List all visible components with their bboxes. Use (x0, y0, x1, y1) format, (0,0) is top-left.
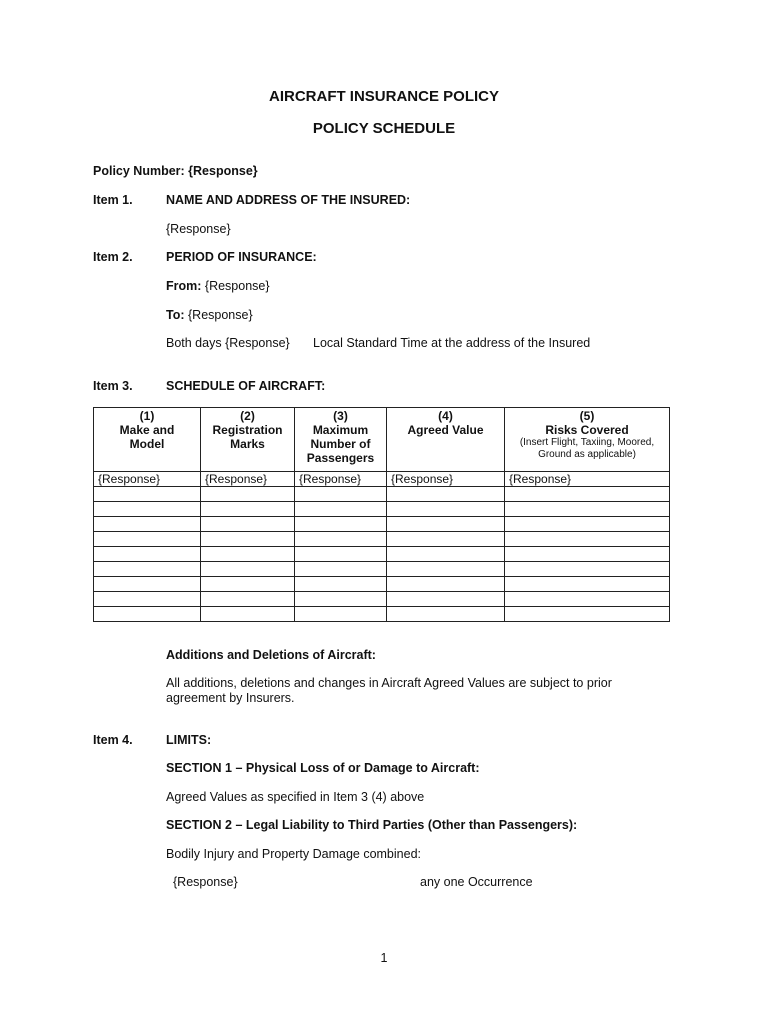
additions-heading: Additions and Deletions of Aircraft: (166, 648, 376, 662)
from-value: {Response} (201, 279, 270, 293)
table-cell[interactable]: {Response} (295, 472, 387, 487)
table-row (94, 487, 670, 502)
table-cell[interactable] (387, 592, 505, 607)
table-cell[interactable] (94, 502, 201, 517)
table-cell[interactable] (201, 607, 295, 622)
table-cell[interactable] (94, 532, 201, 547)
policy-number: Policy Number: {Response} (93, 164, 258, 178)
table-cell[interactable] (295, 517, 387, 532)
table-cell[interactable] (295, 562, 387, 577)
limit-response: {Response} (173, 875, 238, 889)
time-note: Local Standard Time at the address of the Insured (313, 336, 591, 350)
period-from (166, 279, 270, 293)
table-cell[interactable]: {Response} (505, 472, 670, 487)
table-cell[interactable] (505, 517, 670, 532)
table-cell[interactable] (505, 592, 670, 607)
column-header-risks-covered: (5) Risks Covered (Insert Flight, Taxiing, Moored, Ground as applicable) (505, 408, 670, 472)
table-header-row (94, 408, 670, 472)
item3-heading: SCHEDULE OF AIRCRAFT: (166, 379, 326, 393)
column-header-agreed-value: (4) Agreed Value (387, 408, 505, 472)
table-row (94, 502, 670, 517)
table-cell[interactable] (201, 562, 295, 577)
section1-text: Agreed Values as specified in Item 3 (4) above (166, 790, 425, 804)
aircraft-schedule-table (93, 407, 670, 622)
table-cell[interactable] (387, 487, 505, 502)
table-cell[interactable] (201, 517, 295, 532)
additions-text-line2: agreement by Insurers. (166, 691, 295, 705)
table-row (94, 472, 670, 487)
page-number: 1 (380, 951, 388, 965)
table-cell[interactable]: {Response} (201, 472, 295, 487)
table-cell[interactable] (201, 592, 295, 607)
table-cell[interactable] (505, 502, 670, 517)
item2-heading: PERIOD OF INSURANCE: (166, 250, 317, 264)
document-subtitle: POLICY SCHEDULE (312, 120, 456, 137)
item1-heading: NAME AND ADDRESS OF THE INSURED: (166, 193, 411, 207)
additions-text-line1: All additions, deletions and changes in Aircraft Agreed Values are subject to prior (166, 676, 612, 690)
table-cell[interactable] (201, 577, 295, 592)
from-label: From: (166, 279, 202, 293)
table-cell[interactable] (295, 577, 387, 592)
table-row (94, 607, 670, 622)
table-cell[interactable] (387, 502, 505, 517)
table-cell[interactable] (201, 487, 295, 502)
any-one-occurrence: any one Occurrence (420, 875, 533, 889)
table-row (94, 547, 670, 562)
table-cell[interactable] (201, 502, 295, 517)
table-row (94, 532, 670, 547)
table-cell[interactable] (387, 562, 505, 577)
table-cell[interactable] (295, 487, 387, 502)
section2-heading: SECTION 2 – Legal Liability to Third Parties (Other than Passengers): (166, 818, 578, 832)
table-cell[interactable] (387, 607, 505, 622)
column-header-passengers: (3) Maximum Number of Passengers (295, 408, 387, 472)
item2-label: Item 2. (93, 250, 133, 264)
table-cell[interactable] (295, 547, 387, 562)
risks-covered-note: (Insert Flight, Taxiing, Moored, Ground as applicable) (519, 437, 655, 460)
table-cell[interactable] (295, 502, 387, 517)
table-cell[interactable] (94, 487, 201, 502)
section2-text: Bodily Injury and Property Damage combined: (166, 847, 421, 861)
table-row (94, 592, 670, 607)
table-cell[interactable] (387, 517, 505, 532)
item1-response: {Response} (166, 222, 231, 236)
table-row (94, 577, 670, 592)
table-row (94, 517, 670, 532)
document-title: AIRCRAFT INSURANCE POLICY (268, 88, 499, 105)
section1-heading: SECTION 1 – Physical Loss of or Damage to Aircraft: (166, 761, 480, 775)
table-cell[interactable] (94, 517, 201, 532)
item1-label: Item 1. (93, 193, 133, 207)
table-cell[interactable]: {Response} (94, 472, 201, 487)
both-days: Both days {Response} (166, 336, 290, 350)
table-cell[interactable] (295, 592, 387, 607)
table-cell[interactable] (505, 562, 670, 577)
table-row (94, 562, 670, 577)
table-cell[interactable] (295, 532, 387, 547)
table-cell[interactable] (505, 547, 670, 562)
item3-label: Item 3. (93, 379, 133, 393)
table-cell[interactable] (94, 562, 201, 577)
period-to (166, 308, 253, 322)
table-cell[interactable] (387, 577, 505, 592)
table-cell[interactable]: {Response} (387, 472, 505, 487)
table-cell[interactable] (94, 592, 201, 607)
item4-label: Item 4. (93, 733, 133, 747)
table-cell[interactable] (505, 487, 670, 502)
column-header-registration: (2) Registration Marks (201, 408, 295, 472)
column-header-make-model: (1) Make and Model (94, 408, 201, 472)
table-cell[interactable] (201, 532, 295, 547)
table-cell[interactable] (505, 607, 670, 622)
table-cell[interactable] (505, 577, 670, 592)
table-cell[interactable] (94, 607, 201, 622)
table-cell[interactable] (387, 532, 505, 547)
table-cell[interactable] (201, 547, 295, 562)
table-cell[interactable] (505, 532, 670, 547)
table-cell[interactable] (94, 547, 201, 562)
table-cell[interactable] (295, 607, 387, 622)
table-cell[interactable] (94, 577, 201, 592)
table-cell[interactable] (387, 547, 505, 562)
to-label: To: (166, 308, 185, 322)
to-value: {Response} (184, 308, 253, 322)
item4-heading: LIMITS: (166, 733, 212, 747)
